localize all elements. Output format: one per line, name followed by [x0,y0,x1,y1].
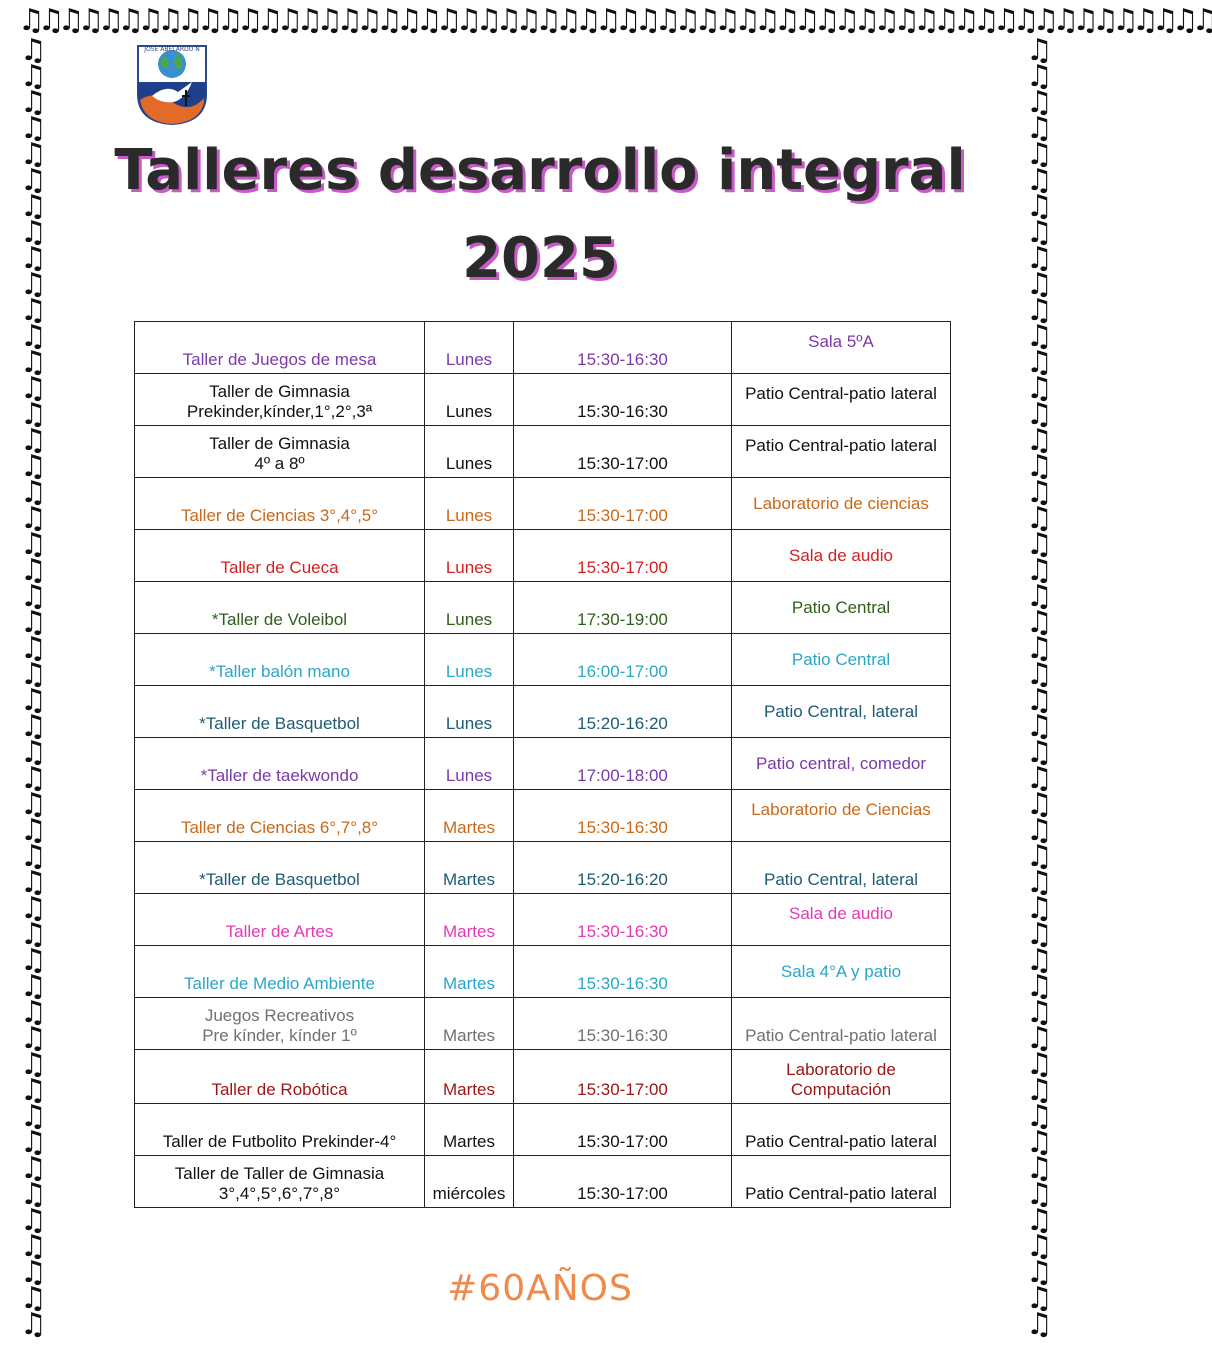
taller-name: Taller de Ciencias 3°,4°,5° [135,478,425,530]
taller-location: Patio Central-patio lateral [732,998,951,1050]
taller-time: 15:30-16:30 [514,790,732,842]
taller-name: *Taller de Basquetbol [135,686,425,738]
table-row [135,582,951,634]
music-note-border-top: ♫♫♫♫♫♫♫♫♫♫♫♫♫♫♫♫♫♫♫♫♫♫♫♫♫♫♫♫♫♫♫♫♫♫♫♫♫♫♫♫♫♫♫♫♫♫♫♫♫♫♫♫♫♫♫♫♫♫♫♫ [18,3,1212,38]
taller-name: *Taller de Voleibol [135,582,425,634]
taller-day: Martes [425,1050,514,1104]
taller-location: Sala 4°A y patio [732,946,951,998]
taller-location: Patio Central-patio lateral [732,1104,951,1156]
page-title: Talleres desarrollo integral [114,138,966,203]
table-row [135,790,951,842]
taller-location: Patio central, comedor [732,738,951,790]
page-title-year: 2025 [462,226,618,291]
taller-name: Taller de Ciencias 6°,7°,8° [135,790,425,842]
taller-day: Martes [425,790,514,842]
taller-time: 15:30-16:30 [514,998,732,1050]
taller-time: 15:30-17:00 [514,530,732,582]
taller-name: Taller de Taller de Gimnasia 3°,4°,5°,6°,7°,8° [135,1156,425,1208]
taller-day: Martes [425,894,514,946]
table-row [135,686,951,738]
taller-name: Taller de Cueca [135,530,425,582]
taller-location: Laboratorio de Ciencias [732,790,951,842]
table-row [135,374,951,426]
taller-time: 15:30-17:00 [514,478,732,530]
taller-name: *Taller de taekwondo [135,738,425,790]
taller-time: 15:30-17:00 [514,426,732,478]
taller-time: 15:20-16:20 [514,842,732,894]
taller-time: 15:30-17:00 [514,1156,732,1208]
taller-name: Taller de Futbolito Prekinder-4° [135,1104,425,1156]
taller-day: Lunes [425,374,514,426]
taller-day: Martes [425,842,514,894]
taller-location: Patio Central, lateral [732,842,951,894]
taller-location: Patio Central-patio lateral [732,1156,951,1208]
taller-day: Martes [425,1104,514,1156]
taller-name: Taller de Medio Ambiente [135,946,425,998]
footer-hashtag: #60AÑOS [447,1268,633,1309]
taller-location: Sala de audio [732,530,951,582]
table-row [135,998,951,1050]
table-row [135,1050,951,1104]
taller-time: 15:30-16:30 [514,946,732,998]
taller-name: Taller de Artes [135,894,425,946]
table-row [135,1156,951,1208]
taller-time: 16:00-17:00 [514,634,732,686]
taller-location: Patio Central [732,634,951,686]
taller-location: Laboratorio de Computación [732,1050,951,1104]
taller-name: Taller de Gimnasia 4º a 8º [135,426,425,478]
taller-day: Lunes [425,478,514,530]
table-row [135,530,951,582]
taller-time: 15:30-16:30 [514,322,732,374]
table-row [135,894,951,946]
school-logo [134,42,210,126]
table-row [135,322,951,374]
taller-location: Patio Central, lateral [732,686,951,738]
taller-time: 15:30-17:00 [514,1050,732,1104]
table-row [135,634,951,686]
taller-day: Lunes [425,322,514,374]
taller-day: Lunes [425,634,514,686]
taller-day: Martes [425,998,514,1050]
taller-name: Juegos Recreativos Pre kínder, kínder 1º [135,998,425,1050]
music-note-border-right: ♫ ♫ ♫ ♫ ♫ ♫ ♫ ♫ ♫ ♫ ♫ ♫ ♫ ♫ ♫ ♫ ♫ ♫ ♫ ♫ ♫ ♫ ♫ ♫ ♫ ♫ ♫ ♫ ♫ ♫ ♫ ♫ ♫ ♫ ♫ ♫ ♫ ♫ ♫ ♫ ♫ ♫ ♫ ♫ ♫ ♫ ♫ ♫ ♫ ♫ [1026,33,1053,1342]
taller-time: 15:30-16:30 [514,374,732,426]
svg-text:JOSÉ ABELARDO N: JOSÉ ABELARDO N [144,46,200,53]
taller-name: Taller de Gimnasia Prekinder,kínder,1°,2°,3ª [135,374,425,426]
schedule-table [134,321,951,1208]
taller-day: Lunes [425,738,514,790]
taller-location: Patio Central [732,582,951,634]
table-row [135,946,951,998]
taller-time: 17:00-18:00 [514,738,732,790]
taller-day: Lunes [425,582,514,634]
taller-day: Lunes [425,686,514,738]
taller-name: *Taller balón mano [135,634,425,686]
taller-name: Taller de Robótica [135,1050,425,1104]
taller-day: Lunes [425,530,514,582]
taller-time: 15:30-16:30 [514,894,732,946]
table-row [135,478,951,530]
table-row [135,842,951,894]
taller-name: Taller de Juegos de mesa [135,322,425,374]
taller-time: 15:20-16:20 [514,686,732,738]
taller-location: Patio Central-patio lateral [732,426,951,478]
taller-time: 17:30-19:00 [514,582,732,634]
table-row [135,426,951,478]
taller-day: Lunes [425,426,514,478]
taller-time: 15:30-17:00 [514,1104,732,1156]
taller-location: Sala de audio [732,894,951,946]
taller-location: Laboratorio de ciencias [732,478,951,530]
taller-name: *Taller de Basquetbol [135,842,425,894]
taller-day: miércoles [425,1156,514,1208]
taller-location: Patio Central-patio lateral [732,374,951,426]
taller-location: Sala 5ºA [732,322,951,374]
taller-day: Martes [425,946,514,998]
music-note-border-left: ♫ ♫ ♫ ♫ ♫ ♫ ♫ ♫ ♫ ♫ ♫ ♫ ♫ ♫ ♫ ♫ ♫ ♫ ♫ ♫ ♫ ♫ ♫ ♫ ♫ ♫ ♫ ♫ ♫ ♫ ♫ ♫ ♫ ♫ ♫ ♫ ♫ ♫ ♫ ♫ ♫ ♫ ♫ ♫ ♫ ♫ ♫ ♫ ♫ ♫ [20,33,47,1342]
table-row [135,738,951,790]
table-row [135,1104,951,1156]
